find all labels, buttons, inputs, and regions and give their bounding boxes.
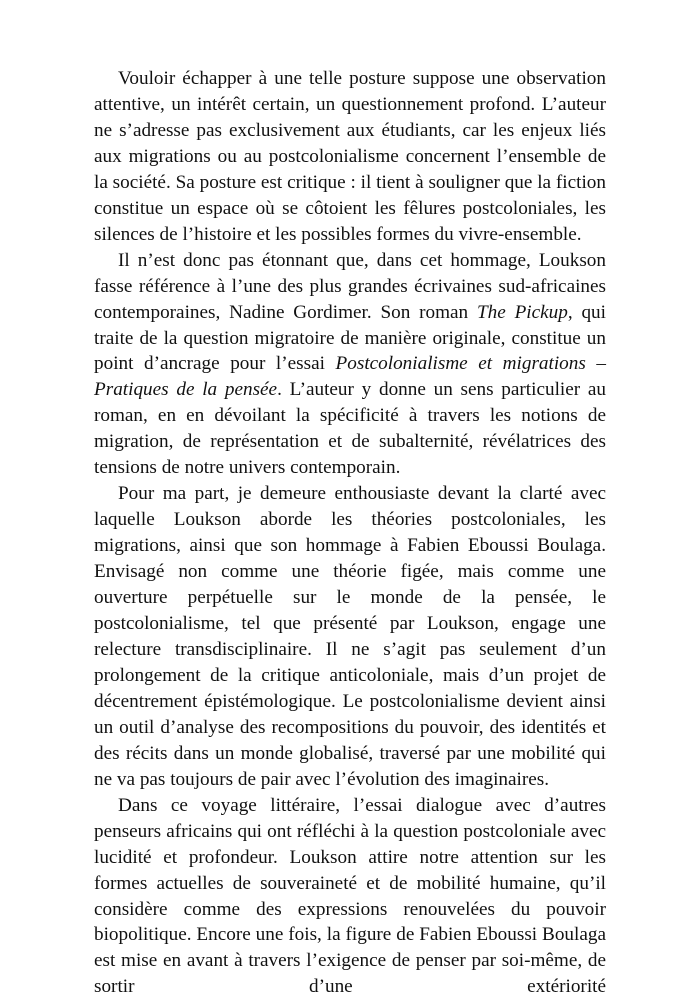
document-page: [94, 66, 606, 1000]
paragraph-1: [94, 66, 606, 248]
paragraph-3: [94, 481, 606, 792]
essay-title: Postcolonialisme et migrations – Pratiques de la pensée: [94, 353, 606, 401]
paragraph-3-text: Pour ma part, je demeure enthousiaste devant la clarté avec laquelle Loukson aborde les théories postcoloniales, les migrations, ainsi que son hommage à Fabien Eboussi Boulaga. Envisagé non comme une théorie figée, mais comme une ouverture perpétuelle sur le monde de la pensée, le postcolonialisme, tel que présenté par Loukson, engage une relecture transdisciplinaire. Il ne s’agit pas seulement d’un prolongement de la critique anticoloniale, mais d’un projet de décentrement épistémologique. Le postcolonialisme devient ainsi un outil d’analyse des recompositions du pouvoir, des identités et des récits dans un monde globalisé, traversé par une mobilité qui ne va pas toujours de pair avec l’évolution des imaginaires.: [94, 483, 606, 790]
paragraph-2: [94, 248, 606, 482]
paragraph-2-text-c: . L’auteur y donne un sens particulier au roman, en en dévoilant la spécificité à travers les notions de migration, de représentation et de subalternité, révélatrices des tensions de notre univers contemporain.: [94, 379, 606, 479]
book-title-the-pickup: The Pickup: [476, 301, 568, 323]
paragraph-4-text: Dans ce voyage littéraire, l’essai dialogue avec d’autres penseurs africains qui ont réfléchi à la question postcoloniale avec lucidité et profondeur. Loukson attire notre attention sur les formes actuelles de souveraineté et de mobilité humaine, qu’il considère comme des expressions renouvelées du pouvoir biopolitique. Encore une fois, la figure de Fabien Eboussi Boulaga est mise en avant à travers l’exigence de penser par soi-même, de sortir d’une extériorité: [94, 794, 606, 998]
paragraph-2-text-a: Il n’est donc pas étonnant que, dans cet hommage, Loukson fasse référence à l’une des plus grandes écrivaines sud-africaines contemporaines, Nadine Gordimer. Son roman: [94, 249, 606, 323]
paragraph-1-text: Vouloir échapper à une telle posture suppose une observation attentive, un intérêt certain, un questionnement profond. L’auteur ne s’adresse pas exclusivement aux étudiants, car les enjeux liés aux migrations ou au postcolonialisme concernent l’ensemble de la société. Sa posture est critique : il tient à souligner que la fiction constitue un espace où se côtoient les fêlures postcoloniales, les silences de l’histoire et les possibles formes du vivre-ensemble.: [94, 68, 606, 245]
paragraph-2-text-b: , qui traite de la question migratoire de manière originale, constitue un point d’ancrage pour l’essai: [94, 301, 606, 375]
paragraph-4: [94, 793, 606, 1000]
